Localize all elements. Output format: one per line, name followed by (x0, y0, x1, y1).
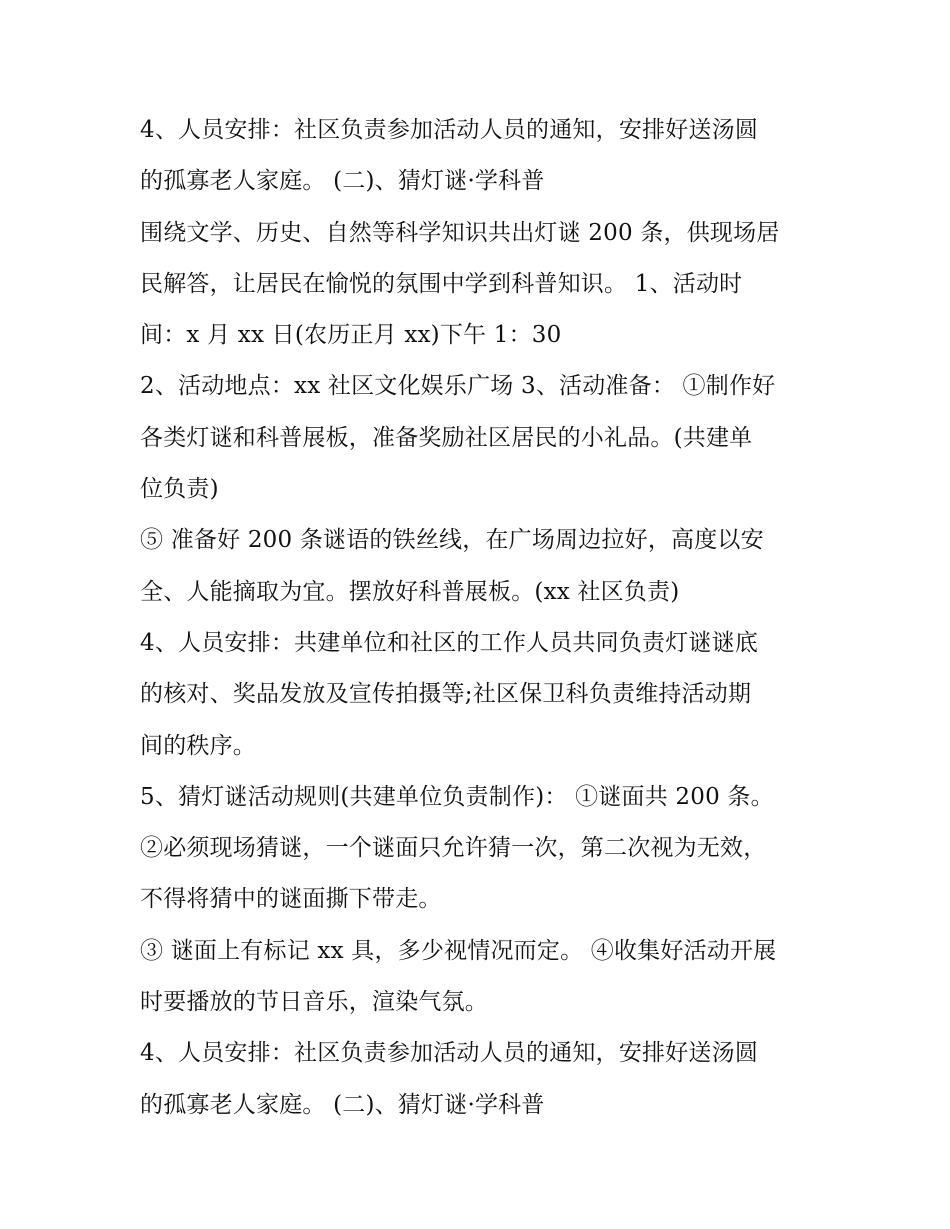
text-line: 4、人员安排：社区负责参加活动人员的通知，安排好送汤圆 (140, 1040, 759, 1067)
text-line: 的孤寡老人家庭。 (二)、猜灯谜·学科普 (140, 1091, 545, 1118)
text-line: 间的秩序。 (140, 732, 256, 759)
text-line: 的核对、奖品发放及宣传拍摄等;社区保卫科负责维持活动期 (140, 681, 752, 708)
text-line: 的孤寡老人家庭。 (二)、猜灯谜·学科普 (140, 168, 545, 195)
text-line: ②必须现场猜谜，一个谜面只允许猜一次，第二次视为无效， (140, 835, 767, 862)
text-line: 位负责) (140, 476, 219, 503)
text-line: ⑤ 准备好 200 条谜语的铁丝线，在广场周边拉好，高度以安 (140, 527, 764, 554)
text-line: 围绕文学、历史、自然等科学知识共出灯谜 200 条，供现场居 (140, 219, 780, 246)
document-body (140, 105, 820, 1131)
text-line: 时要播放的节日音乐，渲染气氛。 (140, 989, 488, 1016)
text-line: 民解答，让居民在愉悦的氛围中学到科普知识。 1、活动时 (140, 270, 743, 297)
text-line: 5、猜灯谜活动规则(共建单位负责制作)： ①谜面共 200 条。 (140, 783, 774, 810)
text-line: 4、人员安排：社区负责参加活动人员的通知，安排好送汤圆 (140, 117, 759, 143)
text-line: 2、活动地点：xx 社区文化娱乐广场 3、活动准备： ①制作好 (140, 373, 776, 400)
text-line: 各类灯谜和科普展板，准备奖励社区居民的小礼品。(共建单 (140, 424, 753, 451)
text-line: 不得将猜中的谜面撕下带走。 (140, 886, 442, 913)
text-line: 4、人员安排：共建单位和社区的工作人员共同负责灯谜谜底 (140, 629, 759, 656)
text-line: 间：x 月 xx 日(农历正月 xx)下午 1：30 (140, 322, 562, 349)
text-line: ③ 谜面上有标记 xx 具，多少视情况而定。 ④收集好活动开展 (140, 937, 777, 964)
text-line: 全、人能摘取为宜。摆放好科普展板。(xx 社区负责) (140, 578, 680, 605)
